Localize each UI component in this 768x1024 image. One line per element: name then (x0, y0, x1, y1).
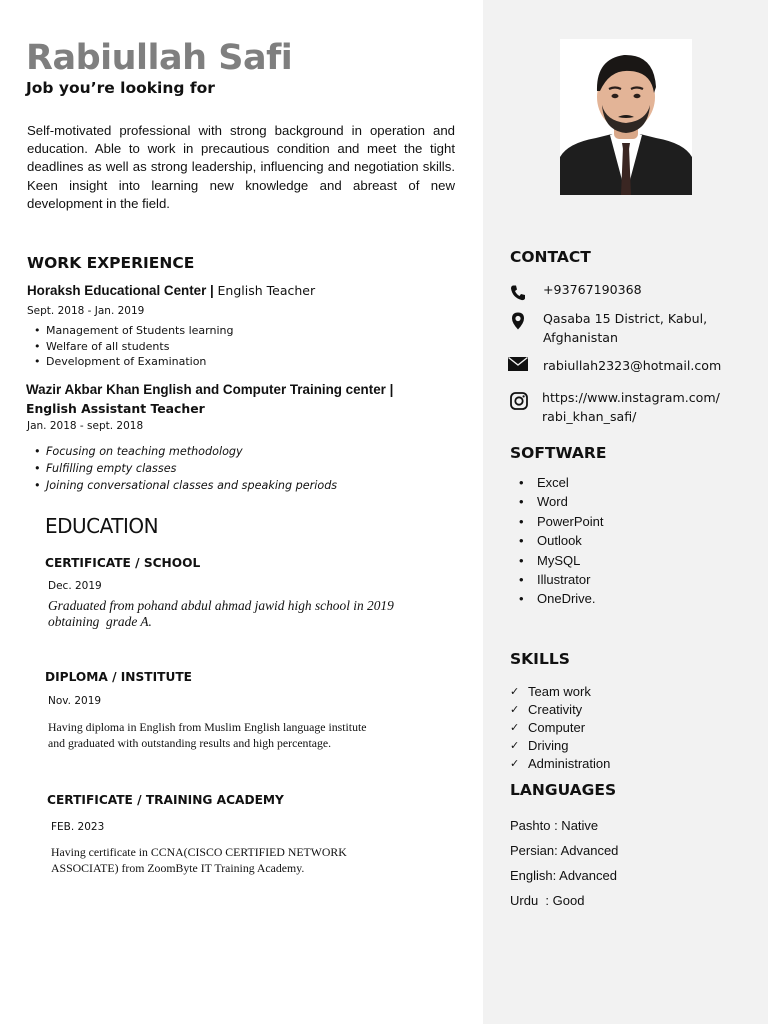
job-2-organization: Wazir Akbar Khan English and Computer Training center | (26, 382, 394, 397)
list-item (510, 755, 610, 773)
education-2-desc-line1: Having diploma in English from Muslim English language institute (48, 720, 367, 734)
education-3-desc-line2: ASSOCIATE) from ZoomByte IT Training Academy. (51, 860, 305, 875)
location-pin-icon (508, 311, 528, 331)
language-urdu: Urdu : Good (510, 893, 585, 908)
contact-address-line1: Qasaba 15 District, Kabul, (543, 311, 708, 326)
education-heading: EDUCATION (45, 514, 159, 538)
contact-address (543, 310, 707, 347)
language-pashto: Pashto : Native (510, 818, 599, 833)
software-list (510, 473, 603, 609)
education-3-title: CERTIFICATE / TRAINING ACADEMY (47, 793, 284, 807)
contact-phone[interactable]: +93767190368 (543, 282, 642, 297)
instagram-icon (509, 391, 529, 411)
contact-instagram-link[interactable] (542, 389, 720, 426)
list-item: • Fulfilling empty classes (27, 461, 337, 478)
list-item: • Management of Students learning (27, 323, 233, 339)
list-item (510, 701, 610, 719)
list-item: • Development of Examination (27, 354, 233, 370)
skill-label: Administration (528, 756, 611, 771)
skill-label: Driving (528, 738, 569, 753)
profile-photo (560, 39, 692, 195)
skill-label: Creativity (528, 702, 583, 717)
education-2-desc-line2: and graduated with outstanding results and high percentage. (48, 735, 332, 750)
resume-name: Rabiullah Safi (26, 38, 293, 78)
job-2-role: English Assistant Teacher (26, 401, 205, 416)
job-1-org-name: Horaksh Educational Center | (27, 283, 214, 298)
list-item: • Illustrator (510, 570, 603, 589)
skills-heading: SKILLS (510, 650, 570, 668)
education-1-date: Dec. 2019 (48, 580, 102, 592)
skill-label: Computer (528, 720, 586, 735)
education-1-desc-line2: obtaining grade A. (48, 613, 152, 629)
summary-text: Self-motivated professional with strong background in operation and education. Able to work in precautious condition and meet the tight deadlines as well as strong leadership, influencing and negotiation skills. Keen insight into learning new knowledge and abreast of new development in the field. (27, 123, 455, 211)
list-item: • Joining conversational classes and speaking periods (27, 478, 337, 495)
education-2-description (48, 720, 367, 751)
phone-icon (508, 283, 528, 303)
list-item: • Focusing on teaching methodology (27, 444, 337, 461)
education-3-description (51, 845, 347, 876)
profile-photo-illustration (560, 39, 692, 195)
education-1-desc-line1: Graduated from pohand abdul ahmad jawid high school in 2019 (48, 598, 394, 613)
education-1-title: CERTIFICATE / SCHOOL (45, 556, 201, 570)
list-item: • Excel (510, 473, 603, 492)
checkmark-icon: ✓ (510, 703, 520, 716)
instagram-link-line2: rabi_khan_safi/ (542, 408, 637, 424)
instagram-link-line1: https://www.instagram.com/ (542, 390, 720, 405)
work-experience-heading: WORK EXPERIENCE (27, 254, 195, 272)
contact-email[interactable]: rabiullah2323@hotmail.com (543, 358, 722, 373)
contact-address-line2: Afghanistan (543, 329, 618, 345)
education-3-desc-line1: Having certificate in CCNA(CISCO CERTIFIED NETWORK (51, 845, 347, 859)
list-item: • Welfare of all students (27, 339, 233, 355)
languages-heading: LANGUAGES (510, 781, 617, 799)
job-2-duties (27, 444, 337, 494)
job-2-dates: Jan. 2018 - sept. 2018 (27, 420, 144, 432)
checkmark-icon: ✓ (510, 739, 520, 752)
list-item: • PowerPoint (510, 512, 603, 531)
list-item: • Outlook (510, 531, 603, 550)
language-english: English: Advanced (510, 868, 617, 883)
job-1-dates: Sept. 2018 - Jan. 2019 (27, 305, 145, 317)
education-1-description (48, 598, 394, 629)
education-2-date: Nov. 2019 (48, 695, 102, 707)
checkmark-icon: ✓ (510, 721, 520, 734)
job-1-duties (27, 323, 233, 370)
list-item (510, 737, 610, 755)
skills-list (510, 683, 610, 773)
education-3-date: FEB. 2023 (51, 821, 105, 833)
job-1-organization (27, 283, 315, 298)
language-persian: Persian: Advanced (510, 843, 619, 858)
skill-label: Team work (528, 684, 591, 699)
list-item: • Word (510, 492, 603, 511)
contact-heading: CONTACT (510, 248, 591, 266)
job-1-role: English Teacher (217, 283, 316, 298)
education-2-title: DIPLOMA / INSTITUTE (45, 670, 192, 684)
checkmark-icon: ✓ (510, 685, 520, 698)
list-item (510, 683, 610, 701)
job-title: Job you’re looking for (26, 79, 215, 97)
list-item: • MySQL (510, 551, 603, 570)
checkmark-icon: ✓ (510, 757, 520, 770)
list-item (510, 719, 610, 737)
list-item: • OneDrive. (510, 589, 603, 608)
envelope-icon (507, 356, 529, 374)
software-heading: SOFTWARE (510, 444, 607, 462)
